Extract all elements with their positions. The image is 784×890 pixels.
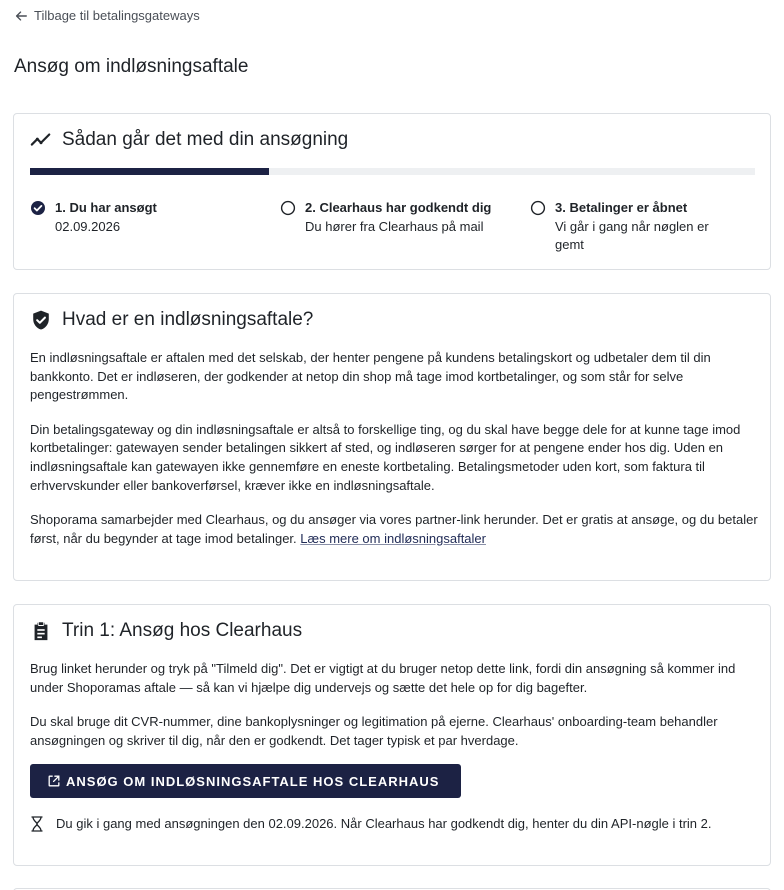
step1-paragraph: Du skal bruge dit CVR-nummer, dine bankoplysninger og legitimation på ejerne. Clearhaus' onboarding-team behandler ansøgningen og skriver til dig, når den er godkendt. Det tager typisk et par hverdage. xyxy=(30,714,718,748)
info-paragraph: Din betalingsgateway og din indløsningsaftale er altså to forskellige ting, og du skal have begge dele for at kunne tage imod kortbetalinger: gatewayen sender betalingen sikkert af sted, og indløseren sørger for at pengene ender hos dig. Uden en indløsningsaftale kan gatewayen ikke gennemføre en eneste kortbetaling. Betalingsmetoder uden kort, som faktura til erhvervskunder eller bankoverførsel, kræver ikke en indløsningsaftale. xyxy=(30,421,741,493)
step1-card-header xyxy=(30,620,302,642)
progress-card xyxy=(13,113,771,270)
step-title: 2. Clearhaus har godkendt dig xyxy=(305,200,492,215)
shield-check-icon xyxy=(30,309,52,331)
application-note-text: Du gik i gang med ansøgningen den 02.09.2026. Når Clearhaus har godkendt dig, henter du din API-nøgle i trin 2. xyxy=(56,816,712,831)
info-card-body xyxy=(30,349,758,548)
info-paragraph: En indløsningsaftale er aftalen med det selskab, der henter pengene på kundens betalingskort og udbetaler dem til din bankkonto. Det er indløseren, der godkender at netop din shop må tage imod kortbetalinger, og som står for selve pengestrømmen. xyxy=(30,350,711,403)
arrow-left-icon xyxy=(14,9,28,23)
info-paragraph xyxy=(30,511,758,548)
read-more-link[interactable]: Læs mere om indløsningsaftaler xyxy=(300,530,486,546)
back-link[interactable] xyxy=(14,8,200,23)
progress-card-header xyxy=(30,129,348,151)
step-applied xyxy=(30,200,280,254)
step-subtitle: Du hører fra Clearhaus på mail xyxy=(305,219,484,234)
step-subtitle: 02.09.2026 xyxy=(55,219,121,234)
clipboard-icon xyxy=(30,620,52,642)
back-link-label: Tilbage til betalingsgateways xyxy=(34,8,200,23)
step-subtitle: Vi går i gang når nøglen er gemt xyxy=(555,219,709,252)
empty-circle-icon xyxy=(530,200,546,216)
progress-bar xyxy=(30,168,755,175)
info-card-title: Hvad er en indløsningsaftale? xyxy=(62,309,314,330)
progress-steps xyxy=(30,200,755,254)
info-paragraph-text: Shoporama samarbejder med Clearhaus, og du ansøger via vores partner-link herunder. Det er gratis at ansøge, og du betaler først, når du begynder at tage imod betalinger. xyxy=(30,512,758,546)
info-card xyxy=(13,293,771,581)
progress-fill xyxy=(30,168,269,175)
apply-clearhaus-button[interactable] xyxy=(30,764,461,798)
step1-card-body xyxy=(30,660,758,750)
info-card-header xyxy=(30,309,313,331)
page-title: Ansøg om indløsningsaftale xyxy=(14,56,249,77)
step1-card xyxy=(13,604,771,866)
progress-card-title: Sådan går det med din ansøgning xyxy=(62,129,349,150)
step-title: 3. Betalinger er åbnet xyxy=(555,200,688,215)
step-title: 1. Du har ansøgt xyxy=(55,200,157,215)
step-approved xyxy=(280,200,530,254)
step1-paragraph: Brug linket herunder og tryk på "Tilmeld dig". Det er vigtigt at du bruger netop dette link, fordi din ansøgning så kommer ind under Shoporamas aftale — så kan vi hjælpe dig undervejs og sætte det hele op for dig bagefter. xyxy=(30,661,736,695)
trending-up-icon xyxy=(30,129,52,151)
external-link-icon xyxy=(47,774,61,788)
apply-clearhaus-button-label: ANSØG OM INDLØSNINGSAFTALE HOS CLEARHAUS xyxy=(66,773,440,789)
hourglass-icon xyxy=(30,816,44,832)
empty-circle-icon xyxy=(280,200,296,216)
step-payments-open xyxy=(530,200,740,254)
application-note xyxy=(30,815,755,834)
check-circle-icon xyxy=(30,200,46,216)
step1-card-title: Trin 1: Ansøg hos Clearhaus xyxy=(62,620,303,641)
